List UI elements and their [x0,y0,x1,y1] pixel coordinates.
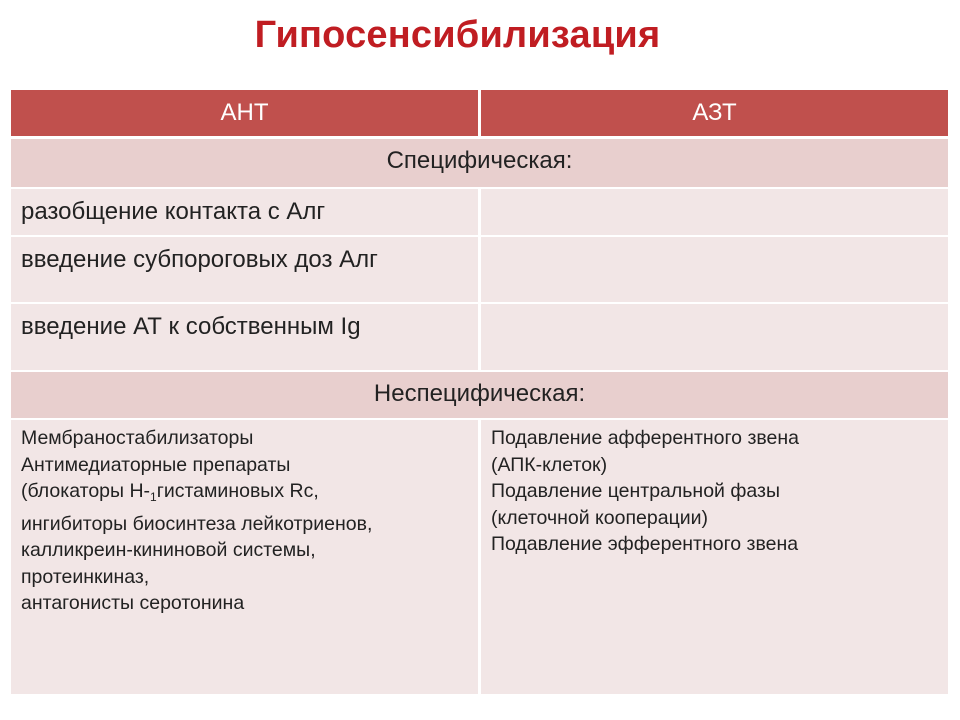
row-specific-2-ant: введение субпороговых доз Алг [11,237,478,302]
azt-line: Подавление афферентного звена [491,427,799,449]
azt-line: (АПК-клеток) [491,453,608,476]
azt-line: Подавление эфферентного звена [491,533,799,555]
row-specific-1-azt [481,189,948,235]
slide-title: Гипосенсибилизация [254,14,661,56]
section-specific: Специфическая: [11,139,948,187]
azt-line: (клеточной кооперации) [491,506,709,529]
ant-line: Антимедиаторные препараты [21,453,291,476]
ant-line-part: (блокаторы Н- [21,480,151,502]
row-specific-2-azt [481,237,948,302]
ant-line: протеинкиназ, [21,565,150,588]
header-azt: АЗТ [481,90,948,136]
nonspecific-ant-cell [11,420,478,694]
azt-line: Подавление центральной фазы [491,480,780,502]
row-specific-3-ant: введение АТ к собственным Ig [11,304,478,370]
header-ant: АНТ [11,90,478,136]
ant-line-part: гистаминовых Rc, [156,480,319,502]
ant-line: ингибиторы биосинтеза лейкотриенов, [21,512,373,535]
ant-line: калликреин-кининовой системы, [21,539,316,561]
ant-line: антагонисты серотонина [21,592,245,614]
row-specific-3-azt [481,304,948,370]
row-specific-1-ant: разобщение контакта с Алг [11,189,478,235]
ant-line: Мембраностабилизаторы [21,427,254,449]
ant-subscript: 1 [150,490,157,504]
section-nonspecific: Неспецифическая: [11,372,948,418]
table [11,90,948,694]
nonspecific-azt-cell [481,420,948,694]
ant-line [21,478,478,511]
